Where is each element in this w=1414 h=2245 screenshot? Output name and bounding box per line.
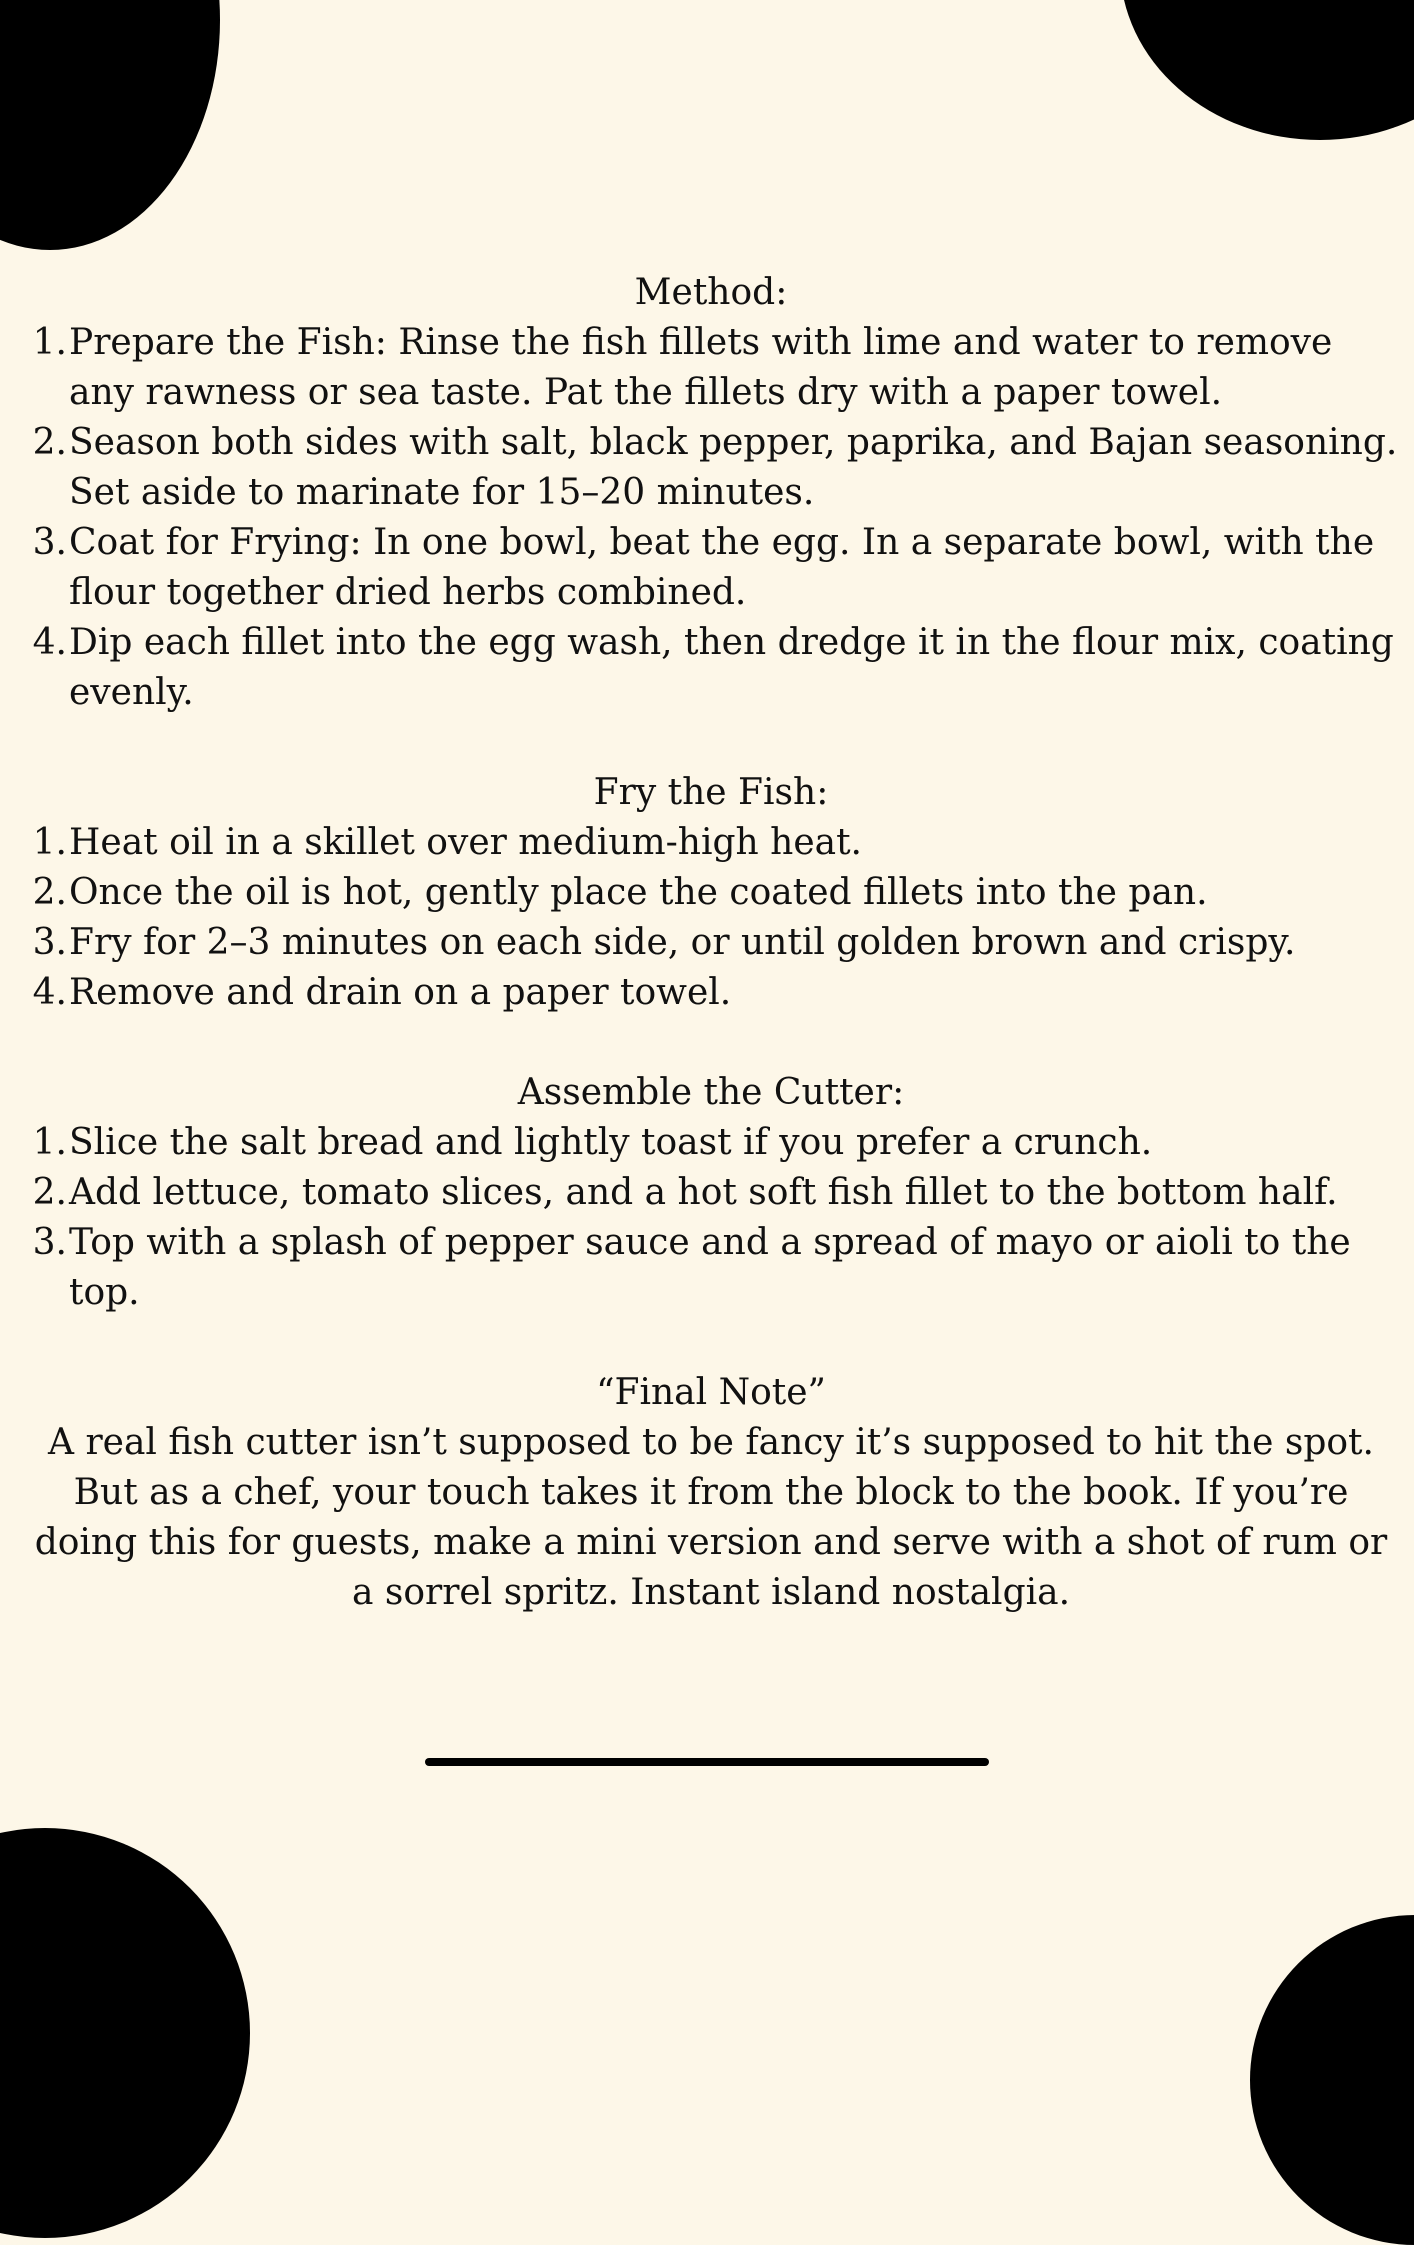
item-text: Dip each fillet into the egg wash, then dredge it in the flour mix, coating evenly. [69, 622, 1394, 713]
item-number: 2. [32, 872, 67, 913]
final-note-heading: “Final Note” [596, 1372, 826, 1413]
list-item [22, 318, 1400, 418]
spacer [22, 718, 1400, 768]
item-text: Heat oil in a skillet over medium-high heat. [69, 822, 863, 863]
fry-heading: Fry the Fish: [593, 772, 829, 813]
spacer [22, 1018, 1400, 1068]
item-number: 4. [32, 972, 67, 1013]
fry-list [22, 818, 1400, 1018]
recipe-content [22, 268, 1400, 1618]
item-number: 2. [32, 422, 67, 463]
item-number: 1. [32, 822, 67, 863]
method-list [22, 318, 1400, 718]
item-number: 3. [32, 1222, 67, 1263]
list-item [22, 418, 1400, 518]
final-note-section [22, 1368, 1400, 1618]
final-note-text: A real fish cutter isn’t supposed to be fancy it’s supposed to hit the spot. But as a chef, your touch takes it from the block to the book. If you’re doing this for guests, make a mini version and serve with a shot of rum or a sorrel spritz. Instant island nostalgia. [34, 1422, 1388, 1613]
assemble-section [22, 1068, 1400, 1318]
item-text: Season both sides with salt, black pepper, paprika, and Bajan seasoning. Set aside to marinate for 15–20 minutes. [69, 422, 1398, 513]
item-text: Coat for Frying: In one bowl, beat the egg. In a separate bowl, with the flour together dried herbs combined. [69, 522, 1375, 613]
assemble-list [22, 1118, 1400, 1318]
item-number: 1. [32, 322, 67, 363]
decorative-circle-bottom-right [1250, 1915, 1414, 2245]
decorative-circle-bottom-left [0, 1828, 250, 2238]
list-item [22, 518, 1400, 618]
item-text: Prepare the Fish: Rinse the fish fillets with lime and water to remove any rawness or sea taste. Pat the fillets dry with a paper towel. [69, 322, 1333, 413]
item-text: Slice the salt bread and lightly toast if you prefer a crunch. [69, 1122, 1153, 1163]
item-number: 1. [32, 1122, 67, 1163]
list-item [22, 1168, 1400, 1218]
spacer [22, 1318, 1400, 1368]
item-number: 3. [32, 522, 67, 563]
item-text: Add lettuce, tomato slices, and a hot soft fish fillet to the bottom half. [69, 1172, 1338, 1213]
decorative-circle-top-right [1120, 0, 1414, 140]
item-number: 2. [32, 1172, 67, 1213]
list-item [22, 968, 1400, 1018]
fry-section [22, 768, 1400, 1018]
divider-line [425, 1758, 989, 1766]
method-section [22, 268, 1400, 718]
list-item [22, 618, 1400, 718]
decorative-circle-top-left [0, 0, 220, 250]
item-text: Top with a splash of pepper sauce and a spread of mayo or aioli to the top. [69, 1222, 1351, 1313]
list-item [22, 868, 1400, 918]
item-number: 3. [32, 922, 67, 963]
item-text: Fry for 2–3 minutes on each side, or until golden brown and crispy. [69, 922, 1296, 963]
assemble-heading: Assemble the Cutter: [517, 1072, 905, 1113]
list-item [22, 1218, 1400, 1318]
list-item [22, 918, 1400, 968]
list-item [22, 1118, 1400, 1168]
method-heading: Method: [634, 272, 788, 313]
item-number: 4. [32, 622, 67, 663]
list-item [22, 818, 1400, 868]
item-text: Once the oil is hot, gently place the coated fillets into the pan. [69, 872, 1208, 913]
item-text: Remove and drain on a paper towel. [69, 972, 732, 1013]
